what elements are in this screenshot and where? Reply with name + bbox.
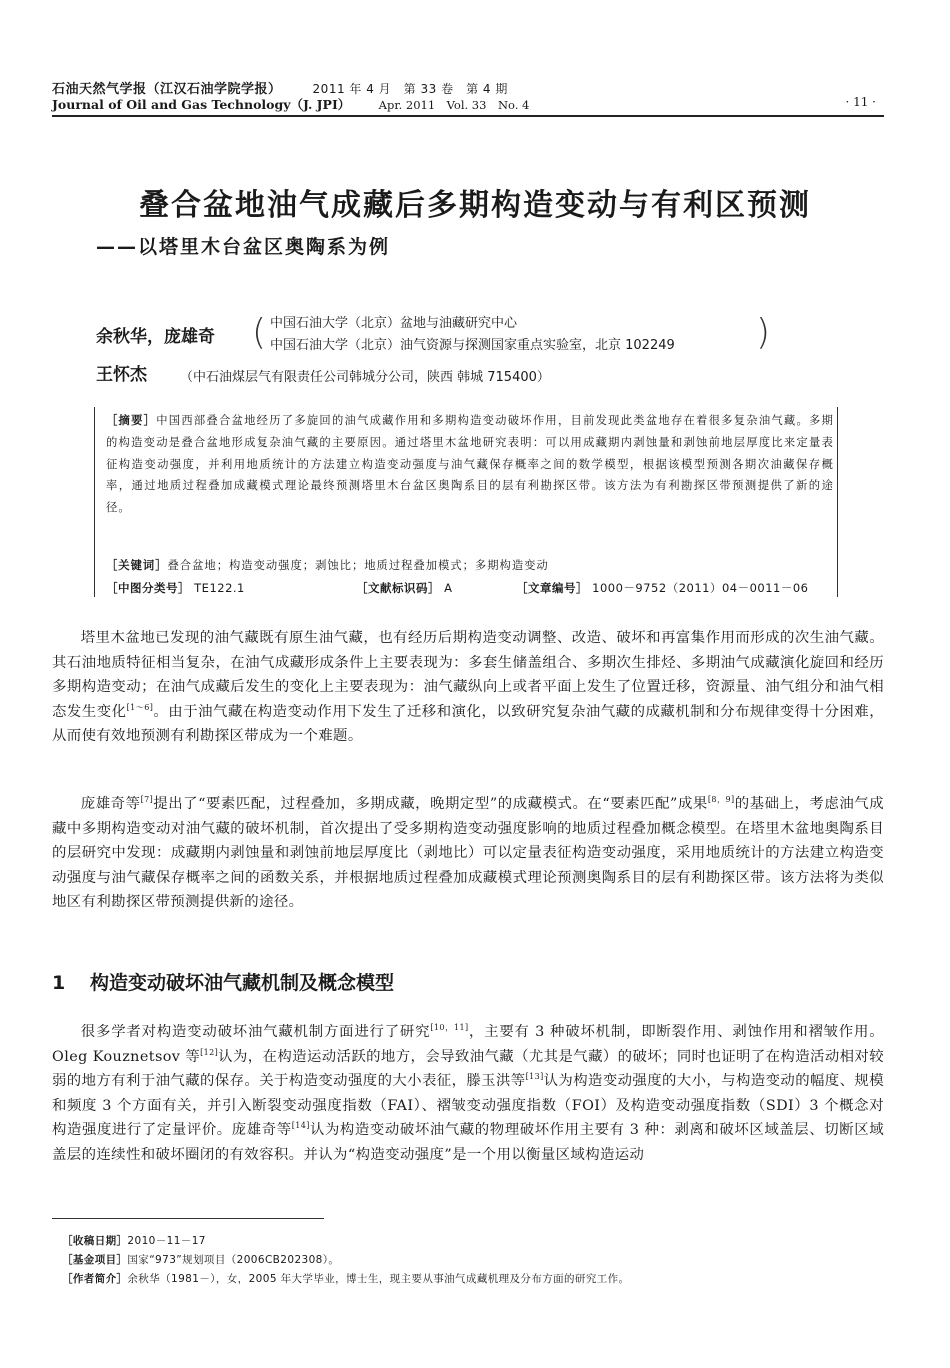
- left-paren: (: [252, 312, 267, 353]
- footnote-fund: [62, 1252, 339, 1267]
- doc-code-value: A: [444, 581, 453, 595]
- keywords-text: 叠合盆地；构造变动强度；剥蚀比；地质过程叠加模式；多期构造变动: [167, 559, 549, 572]
- citation-8-9: [8，9]: [707, 795, 735, 804]
- abstract: [106, 410, 834, 519]
- issue-info-en: Apr. 2011 Vol. 33 No. 4: [378, 98, 530, 112]
- p3-text-b: ，主要有 3 种破坏机制，即断裂作用、剥蚀作用和褶皱作用。Oleg Kouznetsov 等: [52, 1024, 884, 1065]
- keywords: [106, 557, 549, 573]
- affiliation-group2: （中石油煤层气有限责任公司韩城分公司，陕西 韩城 715400）: [180, 370, 550, 385]
- footnote-rule: [52, 1218, 324, 1219]
- p2-text-a: 庞雄奇等: [80, 796, 141, 812]
- p1-text: 塔里木盆地已发现的油气藏既有原生油气藏，也有经历后期构造变动调整、改造、破坏和再富集作用而形成的次生油气藏。其石油地质特征相当复杂，在油气成藏形成条件上主要表现为：多套生储盖组合、多期次生排烃、多期油气成藏演化旋回和经历多期构造变动；在油气成藏后发生的变化上主要表现为：油气藏纵向上或者平面上发生了位置迁移，资源量、油气组分和油气相态发生变化: [52, 630, 884, 720]
- body-paragraph-1: [52, 626, 884, 749]
- body-paragraph-2: [52, 792, 884, 915]
- journal-header-en: [52, 95, 529, 113]
- citation-1: [1～6]: [126, 702, 154, 712]
- fund-label: ［基金项目］: [62, 1254, 128, 1266]
- issue-info-cn: 2011 年 4 月 第 33 卷 第 4 期: [312, 82, 508, 96]
- p3-text-e: 认为构造变动破坏油气藏的物理破坏作用主要有 3 种：剥离和破坏区域盖层、切断区域盖层的连续性和破坏圈闭的有效容积。并认为“构造变动强度”是一个用以衡量区域构造运动: [52, 1122, 885, 1163]
- journal-name-en: Journal of Oil and Gas Technology（J. JPI）: [52, 97, 351, 112]
- fund-text: 国家“973”规划项目（2006CB202308）。: [127, 1254, 340, 1266]
- citation-12: [12]: [200, 1047, 219, 1057]
- p2-text-b: 提出了“要素匹配，过程叠加，多期成藏，晚期定型”的成藏模式。在“要素匹配”成果: [153, 796, 708, 812]
- author-names-group2: 王怀杰: [96, 365, 147, 385]
- p3-text-d: 认为构造变动强度的大小，与构造变动的幅度、规模和频度 3 个方面有关，并引入断裂变动强度指数（FAI）、褶皱变动强度指数（FOI）及构造变动强度指数（SDI）3 个概念对构造强度进行了定量评价。庞雄奇等: [52, 1073, 884, 1138]
- article-no-value: 1000－9752（2011）04－0011－06: [592, 581, 809, 595]
- footnote-received: [62, 1233, 206, 1248]
- keywords-label: ［关键词］: [106, 559, 168, 572]
- p2-text-c: 的基础上，考虑油气成藏中多期构造变动对油气藏的破坏机制，首次提出了受多期构造变动强度影响的地质过程叠加概念模型。在塔里木盆地奥陶系目的层研究中发现：成藏期内剥蚀量和剥蚀前地层厚度比（剥地比）可以定量表征构造变动强度，采用地质统计的方法建立构造变动强度与油气藏保存概率之间的函数关系，并根据地质过程叠加成藏模式理论预测奥陶系目的层有利勘探区带。该方法将为类似地区有利勘探区带预测提供新的途径。: [52, 796, 884, 910]
- author-names-group1: 余秋华，庞雄奇: [96, 327, 215, 347]
- citation-7: [7]: [140, 795, 154, 804]
- classification-row: [106, 580, 834, 596]
- clc-label: ［中图分类号］: [106, 581, 190, 595]
- body-paragraph-3: [52, 1020, 884, 1167]
- journal-name-cn: 石油天然气学报（江汉石油学院学报）: [52, 82, 282, 97]
- citation-14: [14]: [291, 1121, 310, 1130]
- p1-text-end: 。由于油气藏在构造变动作用下发生了迁移和演化，以致研究复杂油气藏的成藏机制和分布规律变得十分困难，从而使有效地预测有利勘探区带成为一个难题。: [52, 703, 884, 744]
- paper-title: 叠合盆地油气成藏后多期构造变动与有利区预测: [139, 188, 811, 223]
- section-number: 1: [52, 972, 66, 994]
- affiliation-line-1: 中国石油大学（北京）盆地与油藏研究中心: [270, 316, 518, 331]
- p3-text-c: 认为，在构造运动活跃的地方，会导致油气藏（尤其是气藏）的破坏；同时也证明了在构造活动相对较弱的地方有利于油气藏的保存。关于构造变动强度的大小表征，滕玉洪等: [52, 1048, 885, 1089]
- affiliation-line-2: 中国石油大学（北京）油气资源与探测国家重点实验室，北京 102249: [270, 338, 675, 353]
- footnote-author: [62, 1271, 629, 1286]
- right-paren: ): [756, 312, 771, 353]
- citation-10-11: [10，11]: [430, 1023, 469, 1032]
- abstract-text: 中国西部叠合盆地经历了多旋回的油气成藏作用和多期构造变动破坏作用，目前发现此类盆地存在着很多复杂油气藏。多期的构造变动是叠合盆地形成复杂油气藏的主要原因。通过塔里木盆地研究表明：可以用成藏期内剥蚀量和剥蚀前地层厚度比来定量表征构造变动强度，并利用地质统计的方法建立构造变动强度与油气藏保存概率之间的数学模型，根据该模型预测各期次油藏保存概率，通过地质过程叠加成藏模式理论最终预测塔里木台盆区奥陶系目的层有利勘探区带。该方法为有利勘探区带预测提供了新的途径。: [106, 414, 834, 515]
- section-1-heading: [52, 968, 394, 995]
- received-date: 2010－11－17: [127, 1235, 206, 1247]
- clc-value: TE122.1: [194, 581, 245, 595]
- article-no-label: ［文章编号］: [516, 581, 588, 595]
- page-number: · 11 ·: [845, 95, 876, 109]
- citation-13: [13]: [525, 1072, 544, 1081]
- received-label: ［收稿日期］: [62, 1235, 128, 1247]
- p3-text-a: 很多学者对构造变动破坏油气藏机制方面进行了研究: [80, 1024, 431, 1040]
- author-bio-label: ［作者简介］: [62, 1273, 128, 1285]
- paper-subtitle: ——以塔里木台盆区奥陶系为例: [96, 236, 391, 258]
- header-rule: [52, 115, 884, 117]
- abstract-label: ［摘要］: [106, 414, 157, 427]
- section-title: 构造变动破坏油气藏机制及概念模型: [90, 972, 395, 994]
- doc-code-label: ［文献标识码］: [356, 581, 440, 595]
- author-bio-text: 余秋华（1981－），女，2005 年大学毕业，博士生，现主要从事油气成藏机理及分布方面的研究工作。: [127, 1273, 630, 1285]
